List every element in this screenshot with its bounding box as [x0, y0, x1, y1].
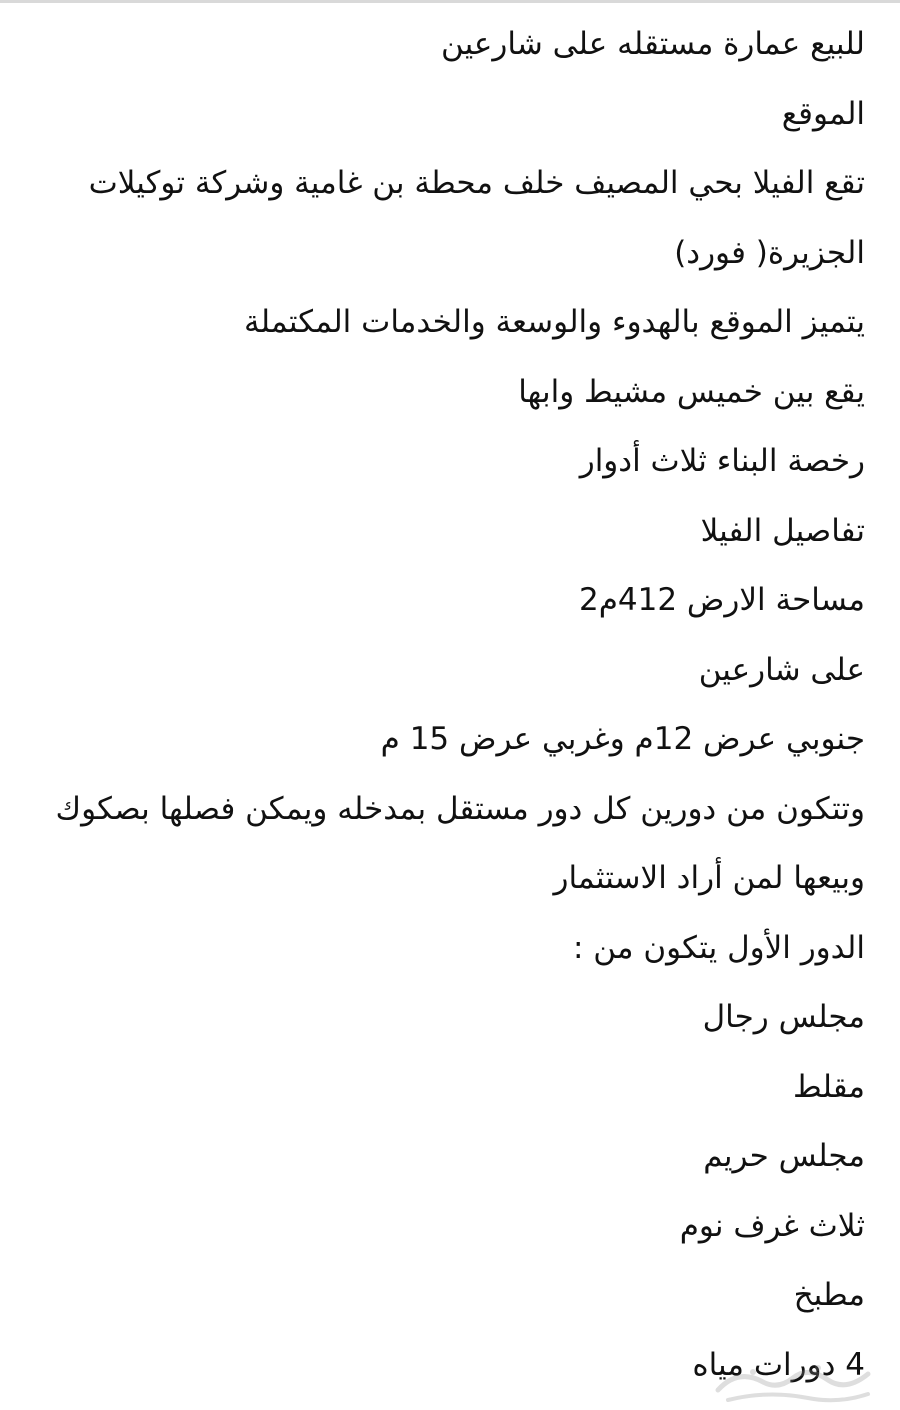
note-line-location-between: يقع بين خميس مشيط وابها: [518, 373, 865, 410]
top-divider: [0, 0, 900, 3]
note-text-body: [30, 10, 865, 1400]
note-line-two-streets: على شارعين: [698, 651, 865, 688]
note-line-dining: مقلط: [793, 1068, 865, 1105]
note-line-two-floors: وتتكون من دورين كل دور مستقل بمدخله ويمكن فصلها بصكوك: [55, 790, 865, 827]
note-line-women-majlis: مجلس حريم: [703, 1138, 865, 1174]
note-line-building-permit: رخصة البناء ثلاث أدوار: [579, 443, 865, 479]
note-line-location-description-cont: الجزيرة( فورد): [674, 234, 865, 271]
note-line-investment: وبيعها لمن أراد الاستثمار: [553, 860, 865, 896]
note-line-kitchen: مطبخ: [793, 1277, 865, 1313]
haraj-logo-watermark-icon: [708, 1360, 878, 1406]
note-line-location-description: تقع الفيلا بحي المصيف خلف محطة بن غامية وشركة توكيلات: [88, 165, 865, 201]
note-line-land-area: مساحة الارض 412م2: [578, 582, 865, 618]
note-line-street-widths: جنوبي عرض 12م وغربي عرض 15 م: [380, 721, 865, 757]
note-line-location-heading: الموقع: [781, 95, 865, 132]
note-line-bedrooms: ثلاث غرف نوم: [679, 1207, 865, 1244]
note-line-bathrooms: 4 دورات مياه: [692, 1346, 865, 1383]
note-line-location-features: يتميز الموقع بالهدوء والوسعة والخدمات المكتملة: [244, 304, 865, 340]
note-line-men-majlis: مجلس رجال: [702, 999, 865, 1035]
note-line-villa-details-heading: تفاصيل الفيلا: [700, 512, 865, 549]
note-line-first-floor-heading: الدور الأول يتكون من :: [572, 929, 865, 966]
note-line-title: للبيع عمارة مستقله على شارعين: [440, 26, 865, 62]
